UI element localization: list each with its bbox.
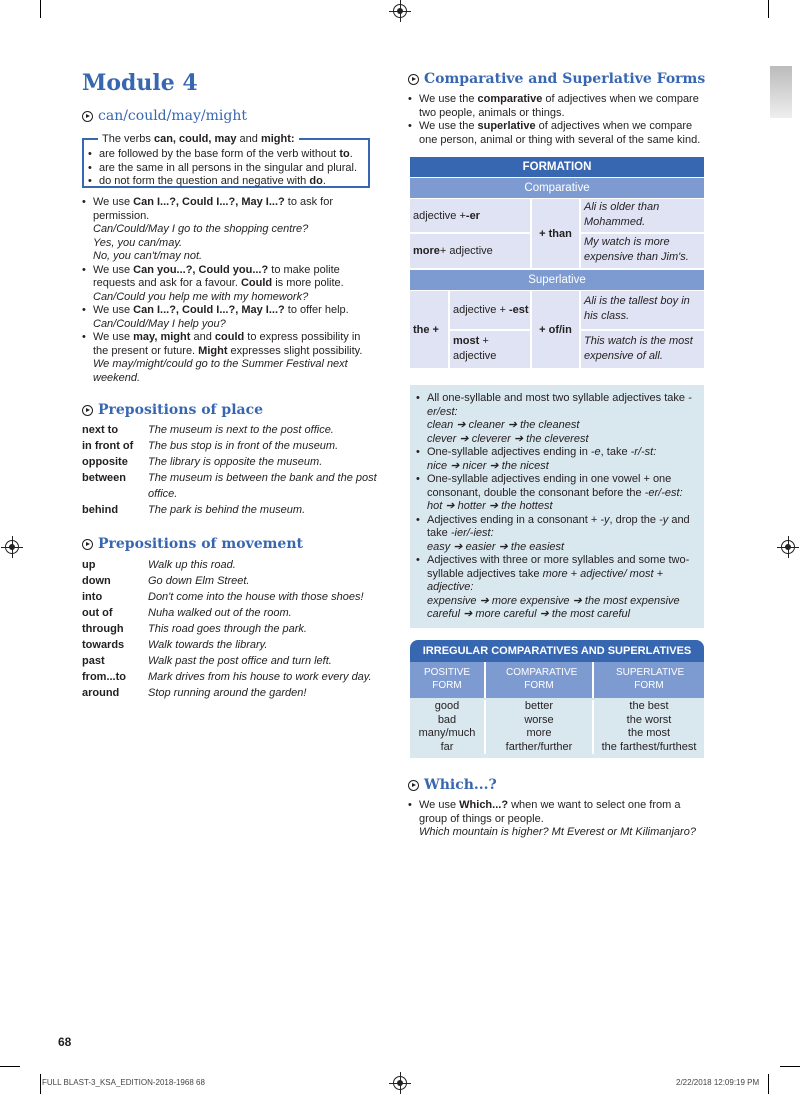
example: Walk past the post office and turn left. [148,655,332,667]
table-cell: Ali is older than Mohammed. [581,199,704,232]
preposition: towards [82,639,125,651]
registration-mark-icon [5,540,19,554]
preposition: past [82,655,105,667]
irregular-body [410,698,704,754]
column-header: COMPARATIVE FORM [486,662,592,698]
table-cell: worse [524,713,554,726]
example: The bus stop is in front of the museum. [148,440,339,452]
table-cell: + of/in [532,291,579,368]
preposition: down [82,575,111,587]
table-cell: bad [437,713,457,726]
table-cell: more [526,727,552,739]
movement-list [82,557,382,701]
table-cell: Ali is the tallest boy in his class. [581,291,704,329]
footer-left: FULL BLAST-3_KSA_EDITION-2018-1968 68 [42,1078,205,1087]
column-header: POSITIVE FORM [410,662,484,698]
play-icon [82,539,93,550]
table-cell: better [524,700,554,712]
formation-title: FORMATION [410,157,704,177]
example: Mark drives from his house to work every day. [148,671,372,683]
table-cell: adjective + -est [450,291,530,329]
comparative-label: Comparative [410,177,704,198]
superlative-rows [410,290,704,368]
footer-right: 2/22/2018 12:09:19 PM [676,1078,760,1087]
formation-table [410,157,704,368]
crop-mark [0,1066,20,1067]
preposition: from...to [82,671,126,683]
heading-text: Prepositions of movement [98,536,303,552]
preposition: behind [82,504,119,516]
example: Don't come into the house with those shoes! [148,591,364,603]
comp-sup-list [408,93,708,147]
prepositions-place-heading [82,402,263,418]
can-could-heading [82,108,247,124]
table-cell: far [440,740,454,753]
table-cell: My watch is more expensive than Jim's. [581,234,704,268]
verbs-box [82,133,370,188]
example: Walk up this road. [148,559,236,571]
example: Walk towards the library. [148,639,268,651]
list-item: • We use the superlative of adjectives when we compare one person, animal or thing with several of the same kind. [408,120,708,147]
list-item: • We use may, might and could to express possibility in the present or future. Might expresses slight possibility. We may/might/could go to the Summer Festival next weekend. [82,331,372,385]
can-rules-list [82,196,372,385]
registration-mark-icon [393,4,407,18]
table-cell: the best [629,700,669,712]
spelling-rules-panel [410,385,704,628]
table-cell: most + adjective [450,331,530,368]
example: The museum is next to the post office. [148,424,334,436]
crop-mark [768,1074,769,1094]
play-icon [408,74,419,85]
heading-text: Prepositions of place [98,402,264,418]
table-cell: farther/further [505,740,573,753]
preposition: around [82,687,120,699]
comp-sup-heading [408,71,705,87]
list-item: • do not form the question and negative with do. [88,175,364,189]
table-cell: the + [410,291,448,368]
list-item: • are the same in all persons in the singular and plural. [88,162,364,176]
page-number: 68 [58,1035,72,1049]
play-icon [408,780,419,791]
edge-tab [770,66,792,118]
comparative-rows [410,198,704,268]
list-item: • We use Can I...?, Could I...?, May I...? to offer help. Can/Could/May I help you? [82,304,372,331]
box-list [88,148,364,189]
crop-mark [780,1066,800,1067]
module-title: Module 4 [82,70,198,96]
heading-text: Comparative and Superlative Forms [424,71,706,87]
table-cell: good [434,700,460,712]
list-item: • One-syllable adjectives ending in one vowel + one consonant, double the consonant before the -er/-est: hot ➔ hotter ➔ the hottest [416,473,698,514]
irregular-header-row [410,662,704,698]
table-cell: the farthest/furthest [601,740,697,753]
example: This road goes through the park. [148,623,307,635]
crop-mark [768,0,769,18]
which-heading [408,777,497,793]
registration-mark-icon [393,1076,407,1090]
table-cell: This watch is the most expensive of all. [581,331,704,368]
spelling-rules-list [416,392,698,622]
prepositions-movement-heading [82,536,303,552]
superlative-label: Superlative [410,270,704,290]
list-item: • We use the comparative of adjectives when we compare two people, animals or things. [408,93,708,120]
example: The library is opposite the museum. [148,456,323,468]
preposition: next to [82,424,119,436]
table-cell: adjective + -er [410,199,530,232]
example: The park is behind the museum. [148,504,306,516]
table-cell: the worst [626,713,672,726]
table-column [594,700,704,754]
preposition: into [82,591,103,603]
list-item: • Adjectives ending in a consonant + -y, drop the -y and take -ier/-iest: easy ➔ easier ➔ the easiest [416,514,698,555]
list-item: • Adjectives with three or more syllables and some two-syllable adjectives take more + adjective/ most + adjective: expensive ➔ more expensive ➔ the most expensive careful ➔ more careful ➔ the most careful [416,554,698,622]
registration-mark-icon [781,540,795,554]
place-list [82,422,382,518]
list-item: • We use Can you...?, Could you...? to make polite requests and ask for a favour. Could is more polite. Can/Could you help me with my homework? [82,264,372,305]
preposition: in front of [82,440,134,452]
crop-mark [40,1074,41,1094]
example: The museum is between the bank and the post office. [148,472,377,500]
preposition: through [82,623,124,635]
table-column [486,700,592,754]
list-item: • are followed by the base form of the verb without to. [88,148,364,162]
crop-mark [40,0,41,18]
box-intro: The verbs can, could, may and might: [98,132,299,146]
table-cell: the most [627,727,671,739]
list-item: • One-syllable adjectives ending in -e, take -r/-st: nice ➔ nicer ➔ the nicest [416,446,698,473]
table-cell: many/much [418,727,476,739]
irregular-table [410,640,704,758]
preposition: out of [82,607,113,619]
column-header: SUPERLATIVE FORM [594,662,704,698]
which-list [408,799,708,840]
example: Nuha walked out of the room. [148,607,292,619]
example: Stop running around the garden! [148,687,307,699]
play-icon [82,405,93,416]
irregular-title: IRREGULAR COMPARATIVES AND SUPERLATIVES [410,640,704,662]
table-cell: more + adjective [410,234,530,268]
preposition: up [82,559,96,571]
play-icon [82,111,93,122]
preposition: opposite [82,456,128,468]
table-column [410,700,484,754]
table-cell: + than [532,199,579,268]
heading-text: Which...? [424,777,497,793]
list-item: • We use Which...? when we want to select one from a group of things or people. Which mountain is higher? Mt Everest or Mt Kilimanjaro? [408,799,708,840]
heading-text: can/could/may/might [98,108,247,124]
preposition: between [82,472,127,484]
list-item: • All one-syllable and most two syllable adjectives take -er/est: clean ➔ cleaner ➔ the cleanest clever ➔ cleverer ➔ the cleverest [416,392,698,446]
list-item: • We use Can I...?, Could I...?, May I...? to ask for permission. Can/Could/May I go to the shopping centre? Yes, you can/may. No, you can't/may not. [82,196,372,264]
example: Go down Elm Street. [148,575,250,587]
